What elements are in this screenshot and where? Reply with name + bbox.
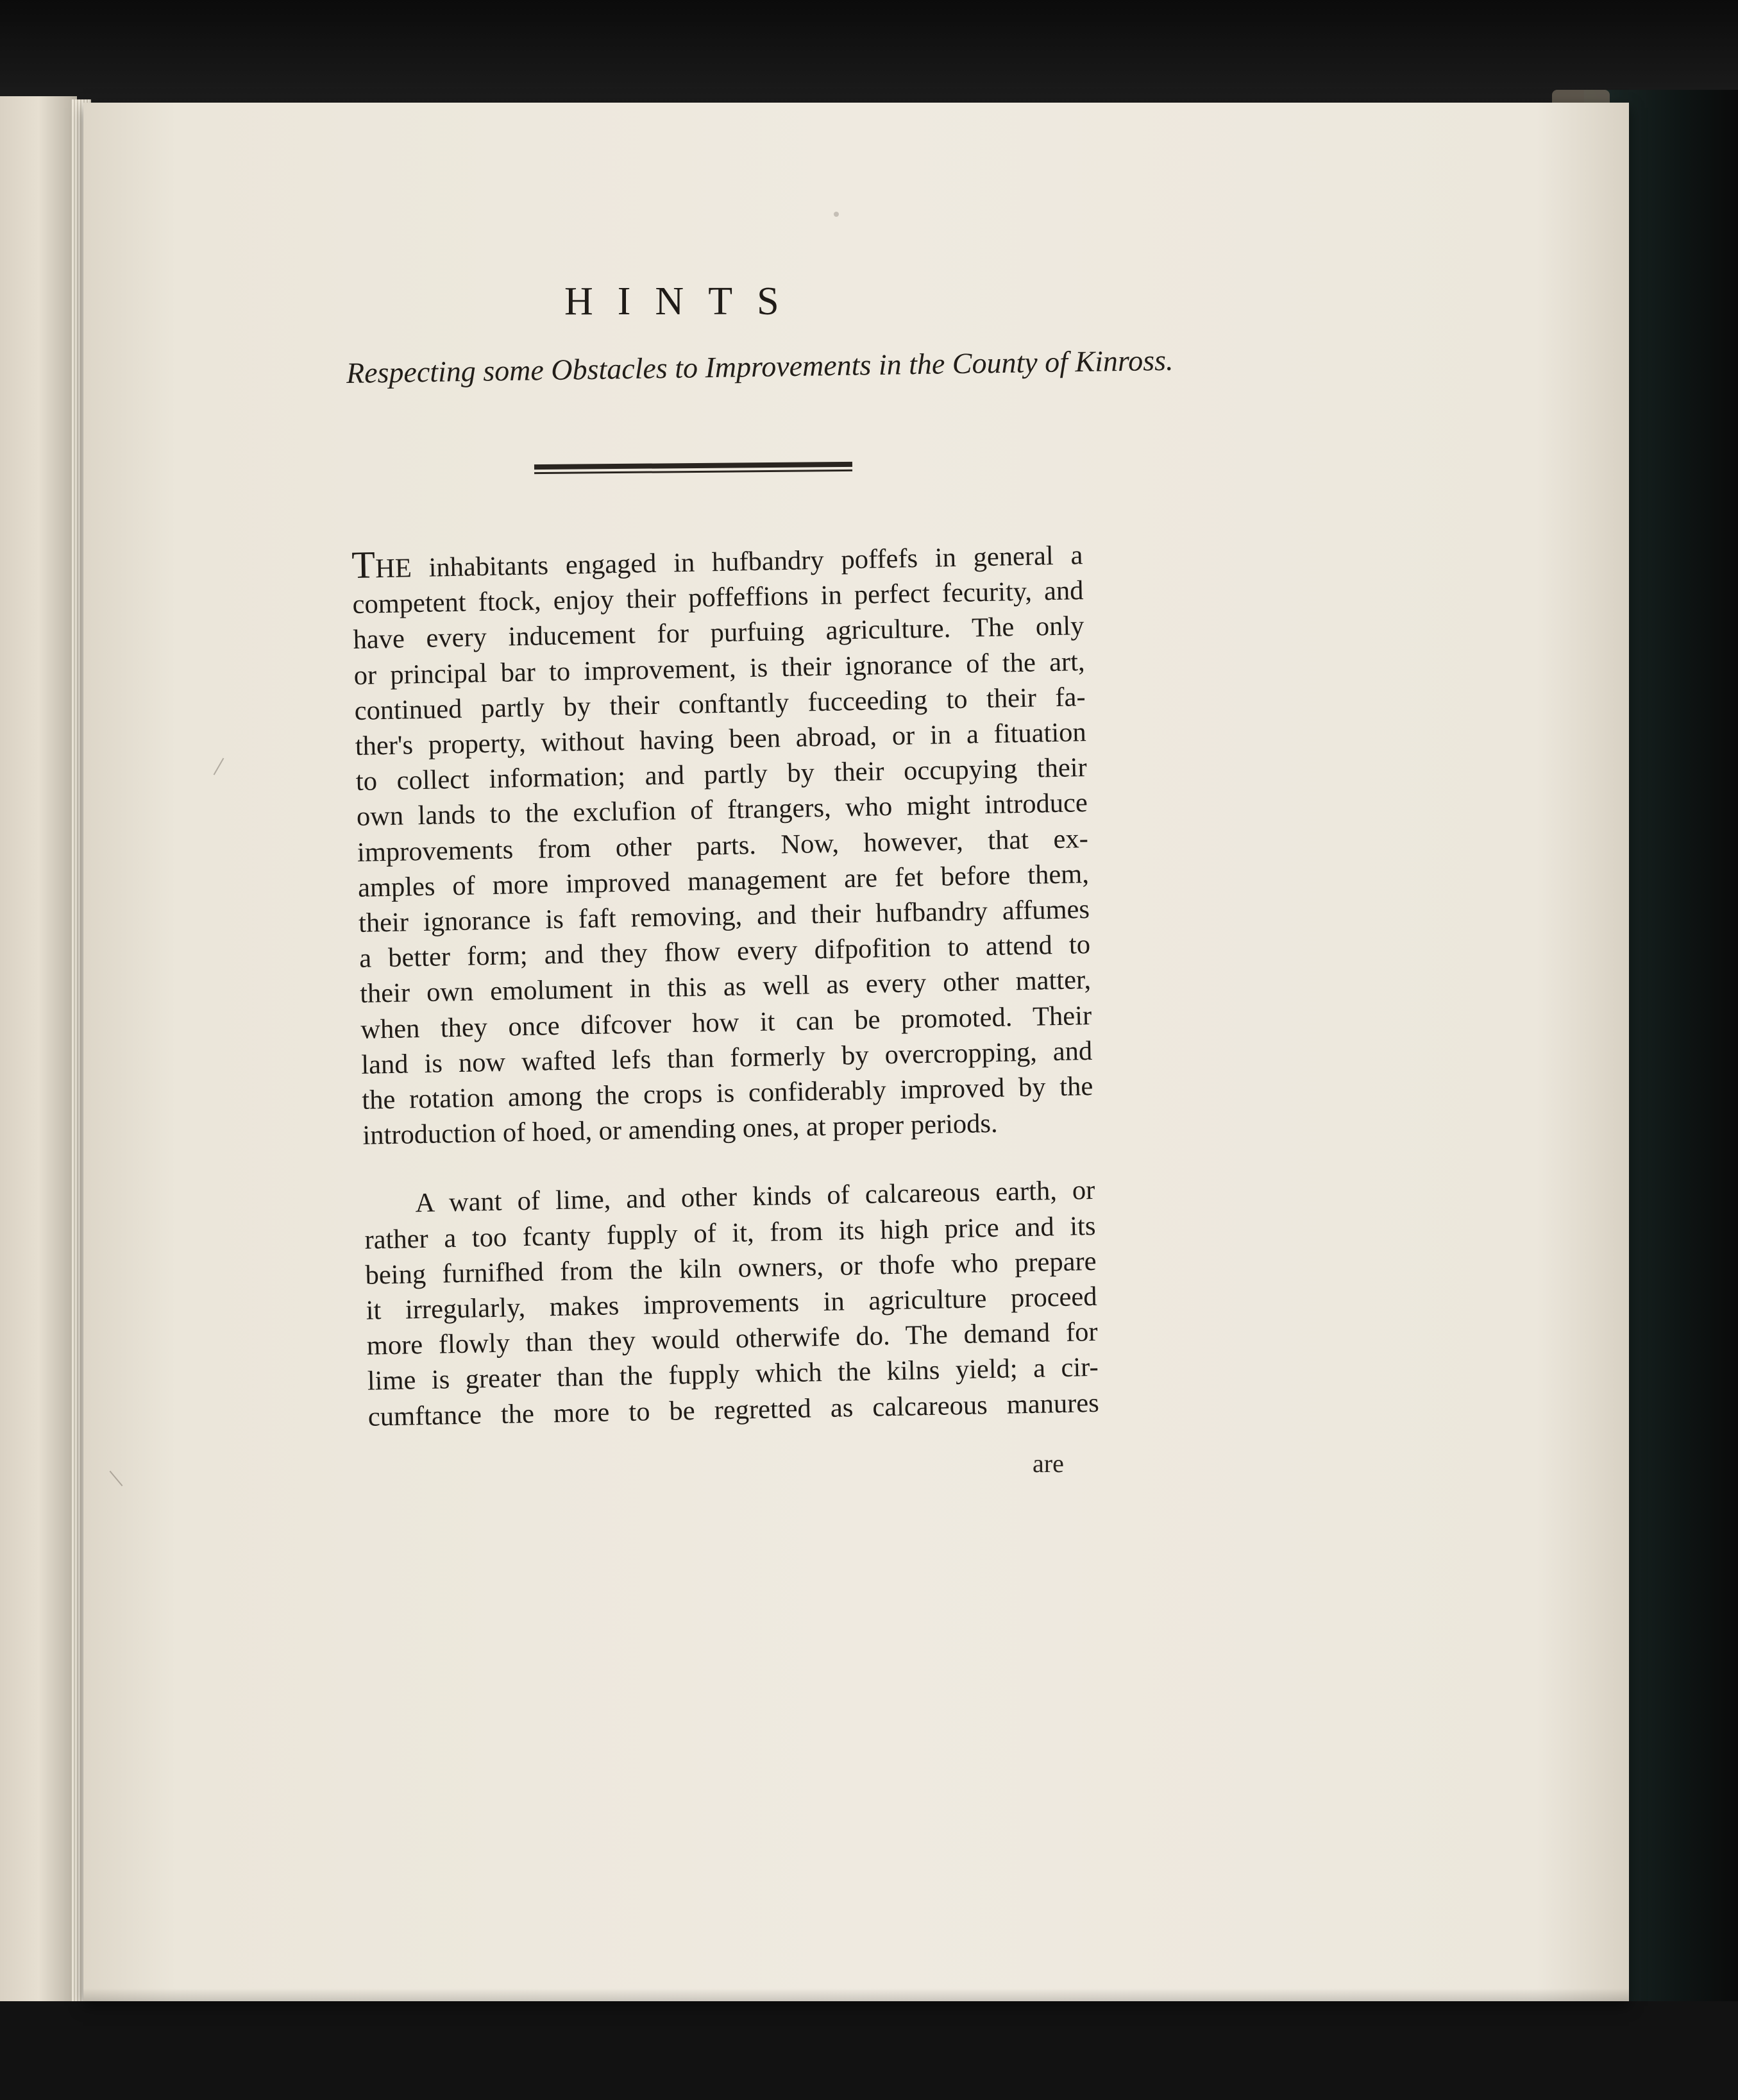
text-line: introduction of hoed, or amending ones, at proper periods.	[362, 1108, 999, 1151]
text-line: own lands to the exclufion of ftrangers, who might introduce	[356, 788, 1088, 833]
text-line: ther's property, without having been abroad, or in a fituation	[355, 717, 1087, 761]
text-line: being furnifhed from the kiln owners, or thofe who prepare	[365, 1246, 1097, 1291]
text-line: lime is greater than the fupply which the kilns yield; a cir-	[367, 1352, 1099, 1397]
drop-cap: T	[351, 543, 376, 586]
text-line: rather a too fcanty fupply of it, from its high price and its	[364, 1210, 1096, 1255]
text-line: cumftance the more to be regretted as calcareous manures	[367, 1387, 1100, 1432]
text-line: or principal bar to improvement, is their ignorance of the art,	[353, 646, 1085, 691]
catchword: are	[1033, 1449, 1064, 1478]
text-line: it irregularly, makes improvements in agriculture proceed	[366, 1281, 1097, 1326]
text-line: more flowly than they would otherwife do. The demand for	[366, 1317, 1099, 1362]
text-line: their own emolument in this as well as every other matter,	[359, 965, 1092, 1010]
text-line-rest: HE inhabitants engaged in hufbandry poffefs in general a	[375, 540, 1083, 584]
text-line: continued partly by their conftantly fucceeding to their fa-	[354, 681, 1086, 726]
body-text	[351, 538, 1099, 1435]
background-bottom	[0, 2001, 1738, 2100]
text-line: land is now wafted lefs than formerly by overcropping, and	[360, 1035, 1093, 1080]
page-title: HINTS	[564, 280, 804, 323]
text-line: amples of more improved management are fet before them,	[357, 858, 1090, 903]
text-line: have every inducement for purfuing agriculture. The only	[353, 611, 1084, 656]
paper-blemish	[214, 758, 224, 775]
background-top	[0, 0, 1738, 115]
text-line: A want of lime, and other kinds of calcareous earth, or	[415, 1175, 1095, 1219]
text-line: to collect information; and partly by their occupying their	[355, 752, 1088, 797]
text-line: competent ftock, enjoy their poffeffions in perfect fecurity, and	[352, 575, 1084, 620]
left-page-edge	[0, 96, 77, 2085]
text-line: improvements from other parts. Now, however, that ex-	[357, 823, 1089, 868]
paper-blemish	[110, 1471, 123, 1486]
text-line: when they once difcover how it can be promoted. Their	[360, 1000, 1092, 1045]
text-line: the rotation among the crops is confiderably improved by the	[361, 1071, 1093, 1115]
text-line: a better form; and they fhow every difpofition to attend to	[359, 929, 1091, 974]
page-subtitle: Respecting some Obstacles to Improvements in the County of Kinross.	[346, 343, 1174, 389]
paper-spot	[834, 212, 839, 217]
text-line: their ignorance is faft removing, and their hufbandry affumes	[358, 894, 1090, 938]
